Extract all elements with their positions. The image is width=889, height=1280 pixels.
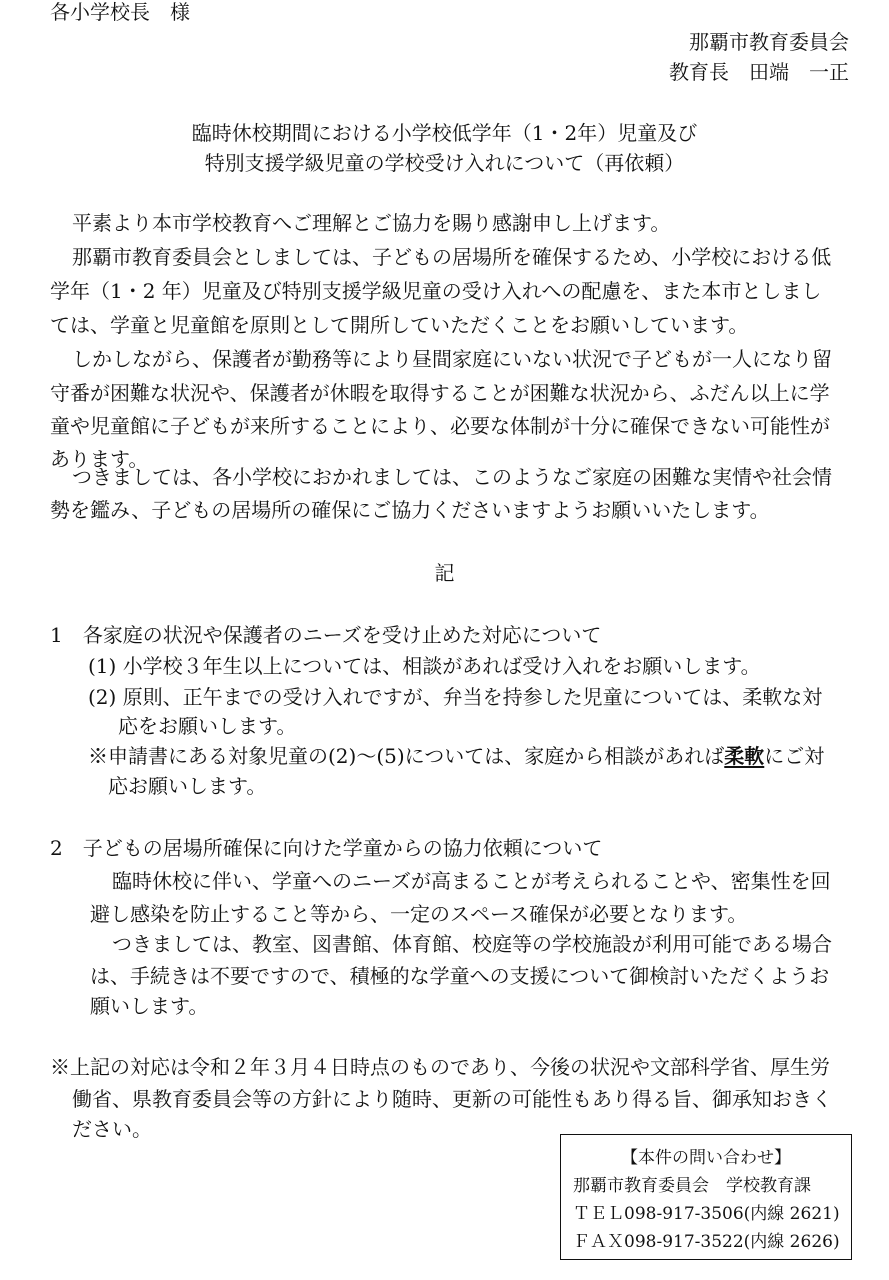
note-emphasis: 柔軟	[724, 744, 765, 768]
ki-heading: 記	[434, 561, 455, 585]
body-line: しかしながら、保護者が勤務等により昼間家庭にいない状況で子どもが一人になり留	[72, 347, 832, 371]
section-1-heading: 1 各家庭の状況や保護者のニーズを受け止めた対応について	[50, 623, 602, 647]
note-text-end: にご対	[764, 744, 825, 768]
note-text: ※申請書にある対象児童の(2)～(5)については、家庭から相談があれば	[88, 744, 725, 768]
section-1-item-2: (2) 原則、正午までの受け入れですが、弁当を持参した児童については、柔軟な対	[88, 685, 823, 709]
sender-name: 教育長 田端 一正	[669, 60, 849, 84]
body-line: 那覇市教育委員会としましては、子どもの居場所を確保するため、小学校における低	[72, 245, 832, 269]
section-2-line: 避し感染を防止すること等から、一定のスペース確保が必要となります。	[90, 902, 748, 926]
section-2-heading: 2 子どもの居場所確保に向けた学童からの協力依頼について	[50, 836, 603, 860]
addressee: 各小学校長 様	[50, 0, 190, 24]
contact-fax: ＦＡＸ098-917-3522(内線 2626)	[573, 1232, 840, 1252]
section-1-item-1: (1) 小学校３年生以上については、相談があれば受け入れをお願いします。	[88, 654, 761, 678]
sender-org: 那覇市教育委員会	[689, 30, 849, 54]
body-line: 童や児童館に子どもが来所することにより、必要な体制が十分に確保できない可能性が	[50, 414, 830, 438]
body-line: 学年（1・2 年）児童及び特別支援学級児童の受け入れへの配慮を、また本市としまし	[50, 279, 822, 303]
section-2-line: つきましては、教室、図書館、体育館、校庭等の学校施設が利用可能である場合	[112, 932, 832, 956]
body-line: 守番が困難な状況や、保護者が休暇を取得することが困難な状況から、ふだん以上に学	[50, 381, 830, 405]
body-line: あります。	[50, 447, 149, 471]
contact-tel: ＴＥＬ098-917-3506(内線 2621)	[573, 1204, 840, 1224]
section-2-line: は、手続きは不要ですので、積極的な学童への支援について御検討いただくようお	[90, 964, 830, 988]
section-2-line: 願いします。	[90, 994, 209, 1018]
body-line: つきましては、各小学校におかれましては、このようなご家庭の困難な実情や社会情	[72, 465, 832, 489]
section-2-line: 臨時休校に伴い、学童へのニーズが高まることが考えられることや、密集性を回	[112, 869, 831, 893]
document-title-line-2: 特別支援学級児童の学校受け入れについて（再依頼）	[204, 151, 685, 175]
contact-heading: 【本件の問い合わせ】	[621, 1148, 791, 1168]
section-1-note	[88, 744, 824, 768]
document-title-line-1: 臨時休校期間における小学校低学年（1・2年）児童及び	[191, 121, 698, 145]
body-line: 平素より本市学校教育へご理解とご協力を賜り感謝申し上げます。	[72, 211, 671, 235]
contact-dept: 那覇市教育委員会 学校教育課	[573, 1176, 811, 1196]
section-1-note-cont: 応お願いします。	[108, 774, 267, 798]
body-line: 勢を鑑み、子どもの居場所の確保にご協力くださいますようお願いいたします。	[50, 498, 770, 522]
contact-box	[560, 1134, 852, 1260]
footnote-line: 働省、県教育委員会等の方針により随時、更新の可能性もあり得る旨、御承知おきく	[72, 1087, 832, 1111]
footnote-line: ※上記の対応は令和２年３月４日時点のものであり、今後の状況や文部科学省、厚生労	[50, 1055, 830, 1079]
footnote-line: ださい。	[72, 1117, 152, 1141]
body-line: ては、学童と児童館を原則として開所していただくことをお願いしています。	[50, 313, 749, 337]
section-1-item-2-cont: 応をお願いします。	[118, 714, 297, 738]
